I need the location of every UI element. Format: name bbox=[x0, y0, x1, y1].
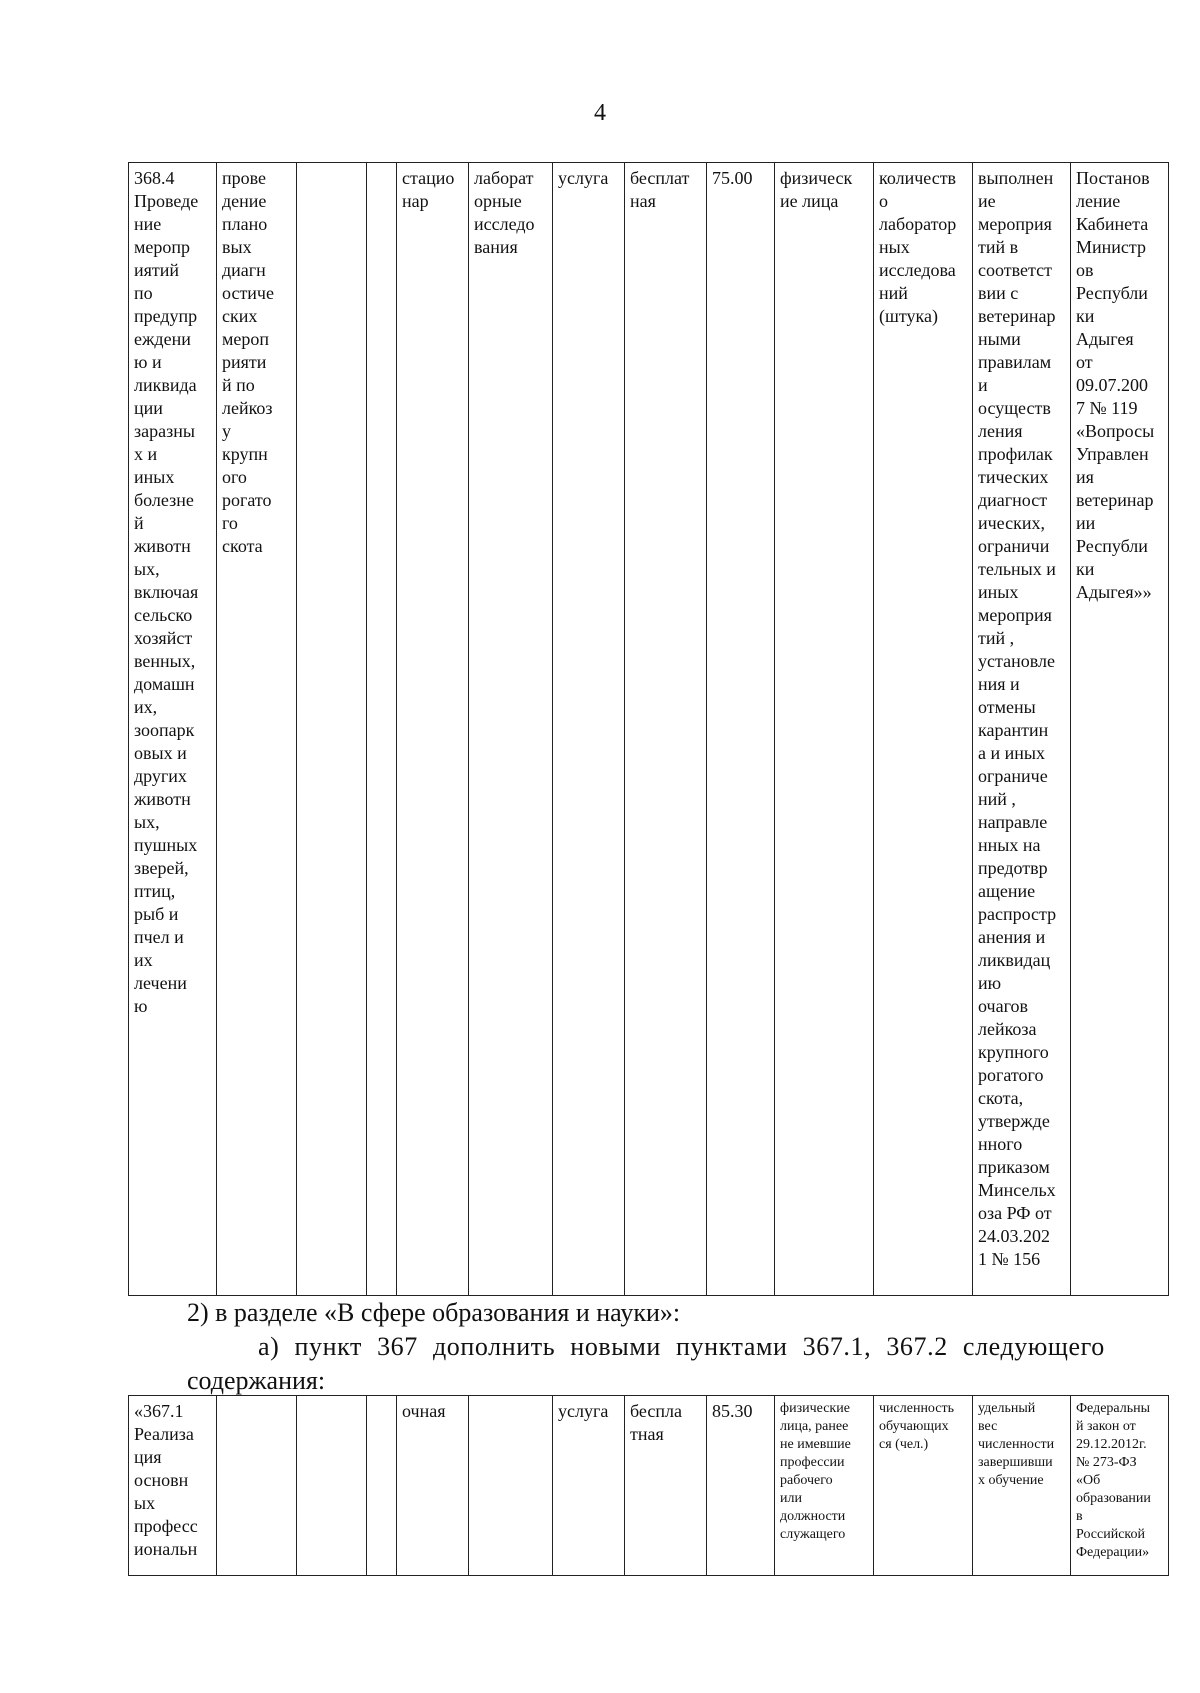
cell-form: стацио нар bbox=[397, 163, 469, 1296]
cell-form: очная bbox=[397, 1396, 469, 1576]
instruction-line-1: 2) в разделе «В сфере образования и науки»: bbox=[187, 1298, 681, 1327]
table-row bbox=[129, 1396, 1169, 1576]
cell-empty-b bbox=[297, 1396, 367, 1576]
cell-type: услуга bbox=[553, 1396, 625, 1576]
cell-quality-indicator: удельный вес численности завершивши х обучение bbox=[973, 1396, 1071, 1576]
cell-consumers: физическ ие лица bbox=[775, 163, 874, 1296]
cell-quality-indicator: выполнен ие мероприя тий в соответст вии с ветеринар ными правилам и осуществ ления профилак тических диагност ических, ограничи тельных и иных мероприя тий , установле ния и отмены карантин а и иных ограниче ний , направле нных на предотвр ащение распростр анения и ликвидац ию очагов лейкоза крупного рогатого скота, утвержде нного приказом Минсельх оза РФ от 24.03.202 1 № 156 bbox=[973, 163, 1071, 1296]
cell-code: 85.30 bbox=[707, 1396, 775, 1576]
cell-volume-indicator: численность обучающих ся (чел.) bbox=[874, 1396, 973, 1576]
cell-service-name: 368.4 Проведе ние меропр иятий по предупр еждени ю и ликвида ции заразны х и иных болезне й животн ых, включая сельско хозяйст венных, домашн их, зоопарк овых и других животн ых, пушных зверей, птиц, рыб и пчел и их лечени ю bbox=[129, 163, 217, 1296]
cell-code: 75.00 bbox=[707, 163, 775, 1296]
instruction-line-2: а) пункт 367 дополнить новыми пунктами 367.1, 367.2 следующего bbox=[258, 1332, 1105, 1361]
cell-volume-indicator: количеств о лаборатор ных исследова ний (штука) bbox=[874, 163, 973, 1296]
cell-work-content: прове дение плано вых диагн остиче ских мероп рияти й по лейкоз у крупн ого рогато го скота bbox=[217, 163, 297, 1296]
cell-service-name: «367.1 Реализа ция основн ых професс иональн bbox=[129, 1396, 217, 1576]
cell-subtype bbox=[469, 1396, 553, 1576]
cell-type: услуга bbox=[553, 163, 625, 1296]
cell-empty-a bbox=[297, 163, 367, 1296]
cell-empty-a bbox=[217, 1396, 297, 1576]
instruction-line-3: содержания: bbox=[187, 1366, 326, 1395]
cell-legal-basis: Федеральны й закон от 29.12.2012г. № 273-ФЗ «Об образовании в Российской Федерации» bbox=[1071, 1396, 1169, 1576]
cell-payment: беспла тная bbox=[625, 1396, 707, 1576]
services-table-section-2 bbox=[128, 1395, 1169, 1576]
cell-legal-basis: Постанов ление Кабинета Министр ов Республи ки Адыгея от 09.07.200 7 № 119 «Вопросы Управлен ия ветеринар ии Республи ки Адыгея»» bbox=[1071, 163, 1169, 1296]
page-number: 4 bbox=[594, 100, 606, 126]
cell-empty-b bbox=[367, 163, 397, 1296]
cell-subtype: лаборат орные исследо вания bbox=[469, 163, 553, 1296]
services-table-section-1 bbox=[128, 162, 1169, 1296]
cell-empty-c bbox=[367, 1396, 397, 1576]
table-row bbox=[129, 163, 1169, 1296]
cell-consumers: физические лица, ранее не имевшие профессии рабочего или должности служащего bbox=[775, 1396, 874, 1576]
cell-payment: бесплат ная bbox=[625, 163, 707, 1296]
